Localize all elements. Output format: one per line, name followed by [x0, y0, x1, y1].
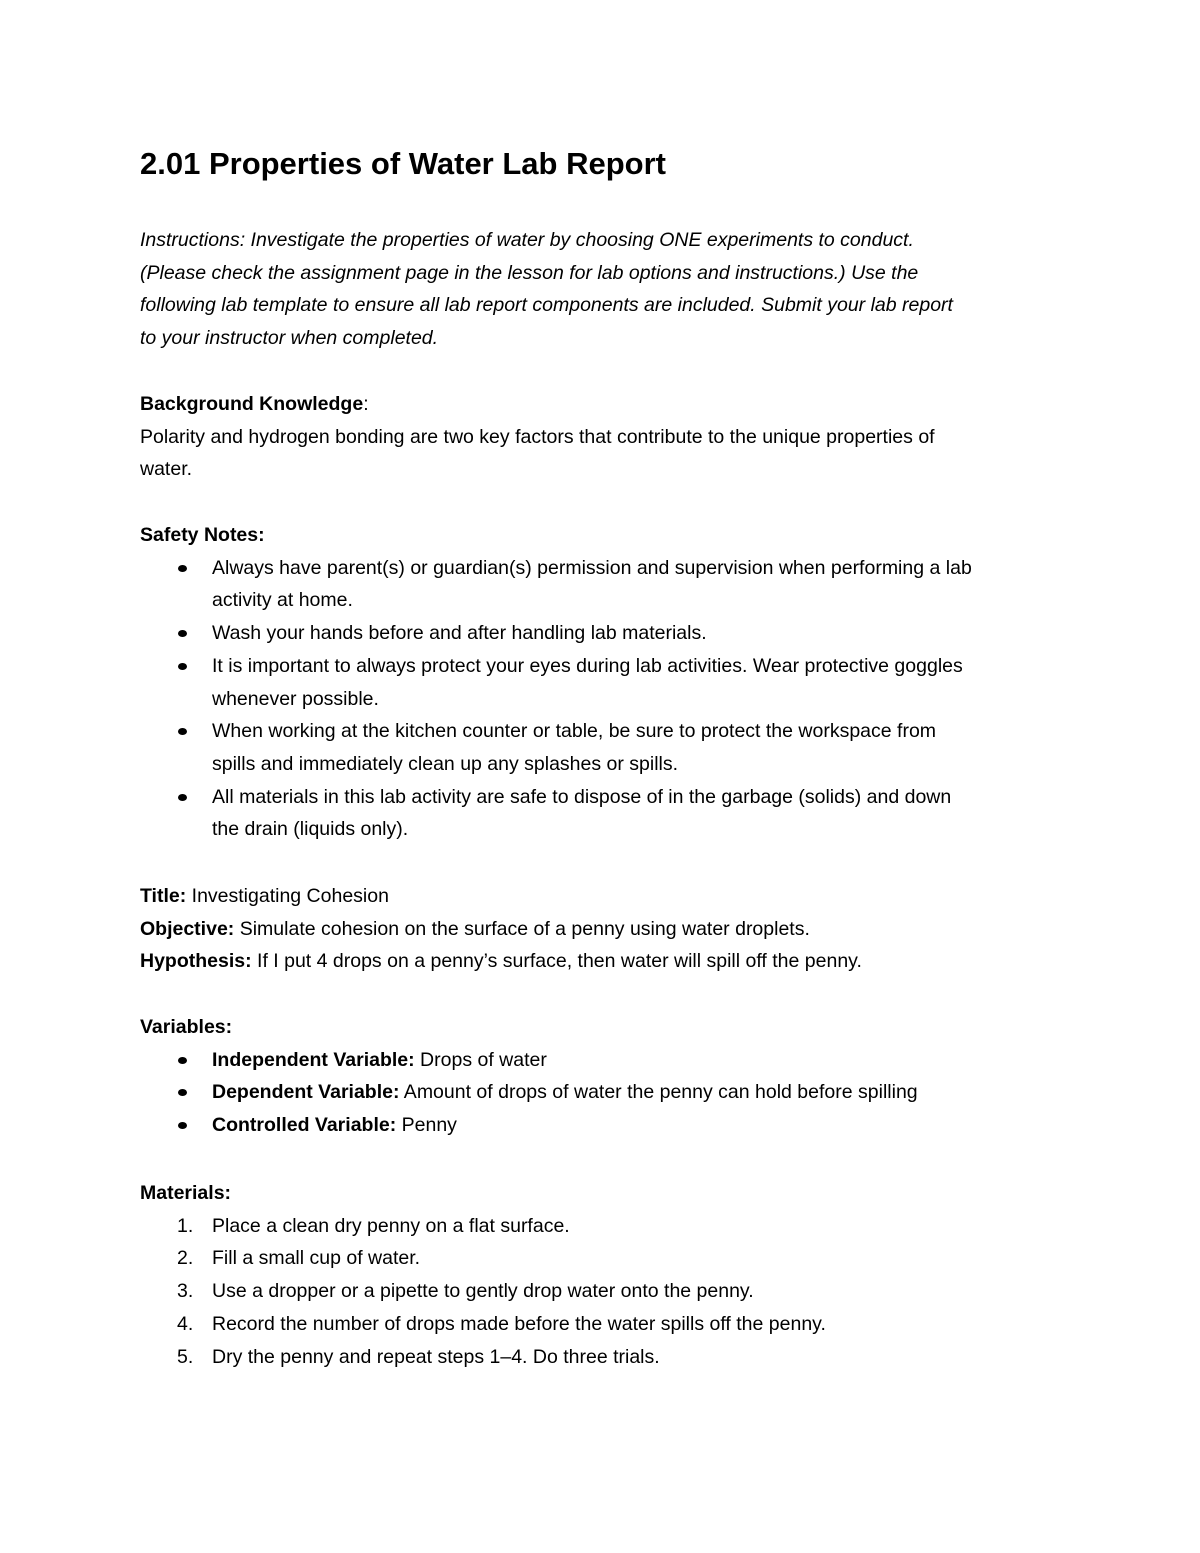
- background-text-line: water.: [140, 458, 193, 481]
- background-section: [140, 388, 1060, 486]
- objective-field-value: Simulate cohesion on the surface of a penny using water droplets.: [234, 917, 810, 940]
- step-number: 4.: [177, 1312, 194, 1335]
- step-text: Record the number of drops made before the water spills off the penny.: [212, 1312, 826, 1335]
- safety-list: [140, 552, 1060, 846]
- list-item: [140, 715, 1060, 780]
- list-item: [140, 1308, 1060, 1341]
- step-number: 5.: [177, 1345, 194, 1368]
- safety-item-line: spills and immediately clean up any splashes or spills.: [212, 752, 679, 775]
- bullet-icon: [178, 728, 187, 735]
- instructions-line: following lab template to ensure all lab report components are included. Submit your lab report: [140, 294, 953, 317]
- safety-section: [140, 519, 1060, 846]
- step-text: Use a dropper or a pipette to gently drop water onto the penny.: [212, 1280, 754, 1303]
- safety-item-line: Always have parent(s) or guardian(s) permission and supervision when performing a lab: [212, 556, 972, 579]
- bullet-icon: [178, 1057, 187, 1064]
- bullet-icon: [178, 565, 187, 572]
- variable-value: Penny: [396, 1114, 457, 1137]
- background-heading-line: [140, 388, 1060, 421]
- variables-heading: Variables:: [140, 1016, 233, 1038]
- instructions-line: (Please check the assignment page in the lesson for lab options and instructions.) Use the: [140, 261, 919, 284]
- list-item: [140, 1210, 1060, 1243]
- hypothesis-field-value: If I put 4 drops on a penny’s surface, then water will spill off the penny.: [251, 950, 862, 973]
- safety-item-line: It is important to always protect your eyes during lab activities. Wear protective goggles: [212, 654, 963, 677]
- background-heading-colon: :: [363, 393, 369, 415]
- title-field: [140, 880, 1060, 913]
- safety-item-line: whenever possible.: [212, 687, 379, 710]
- variable-value: Drops of water: [414, 1048, 547, 1071]
- instructions-line: Instructions: Investigate the properties of water by choosing ONE experiments to conduct.: [140, 229, 914, 251]
- step-text: Place a clean dry penny on a flat surface.: [212, 1214, 570, 1237]
- list-item: [140, 1076, 1060, 1109]
- variable-label: Controlled Variable:: [212, 1114, 397, 1137]
- step-text: Dry the penny and repeat steps 1–4. Do three trials.: [212, 1345, 660, 1368]
- title-field-value: Investigating Cohesion: [186, 885, 389, 907]
- list-item: [140, 1044, 1060, 1077]
- safety-item-line: All materials in this lab activity are safe to dispose of in the garbage (solids) and down: [212, 785, 952, 808]
- materials-section: [140, 1177, 1060, 1373]
- list-item: [140, 781, 1060, 846]
- bullet-icon: [178, 1122, 187, 1129]
- background-heading: Background Knowledge: [140, 393, 364, 415]
- materials-list: [140, 1210, 1060, 1374]
- bullet-icon: [178, 1089, 187, 1096]
- step-number: 2.: [177, 1247, 194, 1270]
- list-item: [140, 1341, 1060, 1374]
- variables-section: [140, 1011, 1060, 1142]
- bullet-icon: [178, 663, 187, 670]
- background-text-line: Polarity and hydrogen bonding are two key factors that contribute to the unique properties of: [140, 425, 935, 448]
- instructions-line: to your instructor when completed.: [140, 327, 439, 350]
- variables-list: [140, 1044, 1060, 1142]
- safety-item-line: Wash your hands before and after handling lab materials.: [212, 622, 707, 645]
- hypothesis-field-label: Hypothesis:: [140, 950, 252, 973]
- safety-heading: Safety Notes:: [140, 524, 265, 546]
- list-item: [140, 1109, 1060, 1142]
- safety-item-line: When working at the kitchen counter or table, be sure to protect the workspace from: [212, 720, 937, 743]
- objective-field-label: Objective:: [140, 917, 235, 940]
- list-item: [140, 552, 1060, 617]
- instructions-paragraph: [140, 224, 1060, 355]
- variable-value: Amount of drops of water the penny can hold before spilling: [399, 1081, 918, 1104]
- safety-item-line: activity at home.: [212, 589, 353, 612]
- hypothesis-field: [140, 945, 1060, 978]
- list-item: [140, 1275, 1060, 1308]
- list-item: [140, 650, 1060, 715]
- step-text: Fill a small cup of water.: [212, 1247, 421, 1270]
- title-field-label: Title:: [140, 885, 187, 907]
- variable-label: Independent Variable:: [212, 1048, 415, 1071]
- page-title: 2.01 Properties of Water Lab Report: [140, 146, 666, 181]
- variable-label: Dependent Variable:: [212, 1081, 400, 1104]
- bullet-icon: [178, 794, 187, 801]
- bullet-icon: [178, 630, 187, 637]
- list-item: [140, 617, 1060, 650]
- list-item: [140, 1242, 1060, 1275]
- step-number: 1.: [177, 1214, 194, 1237]
- step-number: 3.: [177, 1280, 194, 1303]
- materials-heading: Materials:: [140, 1182, 232, 1204]
- objective-field: [140, 913, 1060, 946]
- safety-item-line: the drain (liquids only).: [212, 818, 409, 841]
- experiment-fields: [140, 880, 1060, 978]
